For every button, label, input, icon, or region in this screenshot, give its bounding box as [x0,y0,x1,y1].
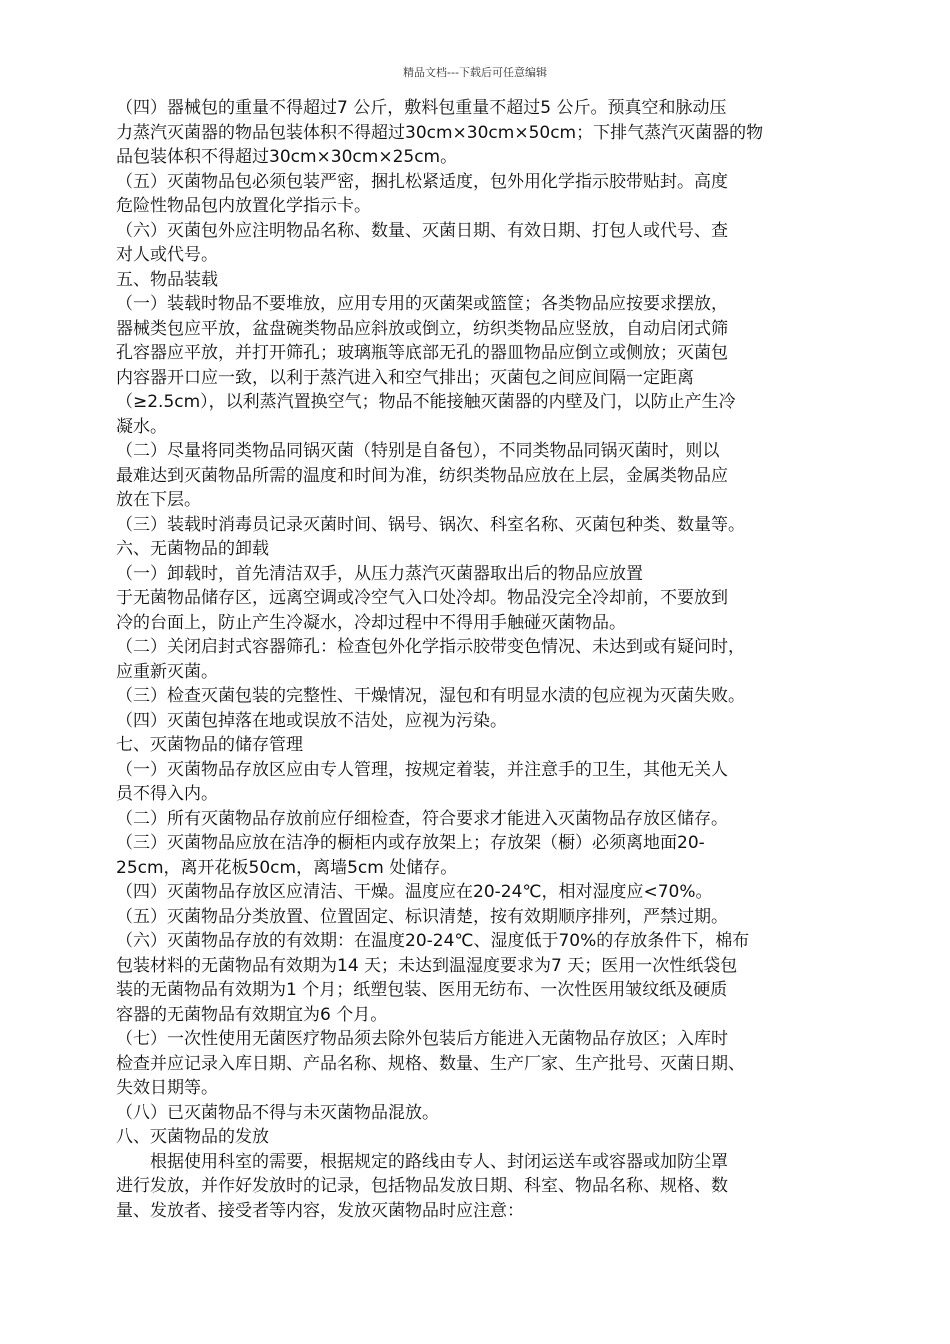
text-line: （一）装载时物品不要堆放，应用专用的灭菌架或篮筐；各类物品应按要求摆放， [116,294,728,314]
text-line: （四）器械包的重量不得超过7 公斤，敷料包重量不超过5 公斤。预真空和脉动压 [116,98,727,118]
text-line: （二）尽量将同类物品同锅灭菌（特别是自备包），不同类物品同锅灭菌时，则以 [116,441,720,461]
text-line: 容器的无菌物品有效期宜为6 个月。 [116,1004,388,1025]
text-line: （一）卸载时，首先清洁双手，从压力蒸汽灭菌器取出后的物品应放置 [116,563,643,584]
text-line: （七）一次性使用无菌医疗物品须去除外包装后方能进入无菌物品存放区；入库时 [116,1029,728,1049]
text-line: 八、灭菌物品的发放 [116,1127,269,1147]
text-line: 根据使用科室的需要，根据规定的路线由专人、封闭运送车或容器或加防尘罩 [150,1151,728,1172]
text-line: （一）灭菌物品存放区应由专人管理，按规定着装，并注意手的卫生，其他无关人 [116,759,728,780]
text-line: 放在下层。 [116,490,201,510]
text-line: （二）所有灭菌物品存放前应仔细检查，符合要求才能进入灭菌物品存放区储存。 [116,808,728,829]
text-line: 器械类包应平放，盆盘碗类物品应斜放或倒立，纺织类物品应竖放，自动启闭式筛 [116,318,728,339]
text-line: （五）灭菌物品分类放置、位置固定、标识清楚，按有效期顺序排列，严禁过期。 [116,906,728,927]
text-line: （八）已灭菌物品不得与未灭菌物品混放。 [116,1102,439,1123]
text-line: 力蒸汽灭菌器的物品包装体积不得超过30cm×30cm×50cm；下排气蒸汽灭菌器的物 [116,122,764,143]
text-line: 七、灭菌物品的储存管理 [116,735,303,755]
text-line: 装的无菌物品有效期为1 个月；纸塑包装、医用无纺布、一次性医用皱纹纸及硬质 [116,980,728,1000]
text-line: （六）灭菌物品存放的有效期：在温度20-24℃、湿度低于70%的存放条件下，棉布 [116,931,750,951]
text-line: 凝水。 [116,416,167,437]
text-line: （三）装载时消毒员记录灭菌时间、锅号、锅次、科室名称、灭菌包种类、数量等。 [116,514,745,535]
text-line: 冷的台面上，防止产生冷凝水，冷却过程中不得用手触碰灭菌物品。 [116,612,626,633]
text-line: （六）灭菌包外应注明物品名称、数量、灭菌日期、有效日期、打包人或代号、查 [116,220,728,241]
text-line: 最难达到灭菌物品所需的温度和时间为准，纺织类物品应放在上层，金属类物品应 [116,465,728,486]
text-line: （三）灭菌物品应放在洁净的橱柜内或存放架上；存放架（橱）必须离地面20- [116,833,705,853]
page-header: 精品文档---下载后可任意编辑 [403,66,547,79]
text-line: 孔容器应平放，并打开筛孔；玻璃瓶等底部无孔的器皿物品应倒立或侧放；灭菌包 [116,343,728,363]
text-line: 包装材料的无菌物品有效期为14 天；未达到温湿度要求为7 天；医用一次性纸袋包 [116,955,738,976]
text-line: （五）灭菌物品包必须包装严密，捆扎松紧适度，包外用化学指示胶带贴封。高度 [116,171,728,192]
text-line: 于无菌物品储存区，远离空调或冷空气入口处冷却。物品没完全冷却前，不要放到 [116,588,728,608]
text-line: 量、发放者、接受者等内容，发放灭菌物品时应注意： [116,1200,524,1221]
text-line: 进行发放，并作好发放时的记录，包括物品发放日期、科室、物品名称、规格、数 [116,1176,728,1196]
text-line: （二）关闭启封式容器筛孔：检查包外化学指示胶带变色情况、未达到或有疑问时， [116,637,745,657]
text-line: 失效日期等。 [116,1078,218,1098]
text-line: 25cm，离开花板50cm，离墙5cm 处储存。 [116,857,458,878]
text-line: （三）检查灭菌包装的完整性、干燥情况，湿包和有明显水渍的包应视为灭菌失败。 [116,686,745,706]
text-line: 内容器开口应一致，以利于蒸汽进入和空气排出；灭菌包之间应间隔一定距离 [116,367,694,388]
text-line: 检查并应记录入库日期、产品名称、规格、数量、生产厂家、生产批号、灭菌日期、 [116,1053,745,1074]
text-line: 应重新灭菌。 [116,661,218,682]
text-line: 五、物品装载 [116,269,218,290]
text-line: （≥2.5cm），以利蒸汽置换空气；物品不能接触灭菌器的内壁及门，以防止产生冷 [116,392,736,412]
text-line: 六、无菌物品的卸载 [116,539,269,559]
text-line: 对人或代号。 [116,245,218,265]
text-line: 员不得入内。 [116,784,218,804]
document-body [116,96,836,1223]
text-line: 品包装体积不得超过30cm×30cm×25cm。 [116,147,458,167]
text-line: 危险性物品包内放置化学指示卡。 [116,196,371,216]
text-line: （四）灭菌物品存放区应清洁、干燥。温度应在20-24℃，相对湿度应<70%。 [116,882,713,902]
text-line: （四）灭菌包掉落在地或误放不洁处，应视为污染。 [116,710,507,731]
